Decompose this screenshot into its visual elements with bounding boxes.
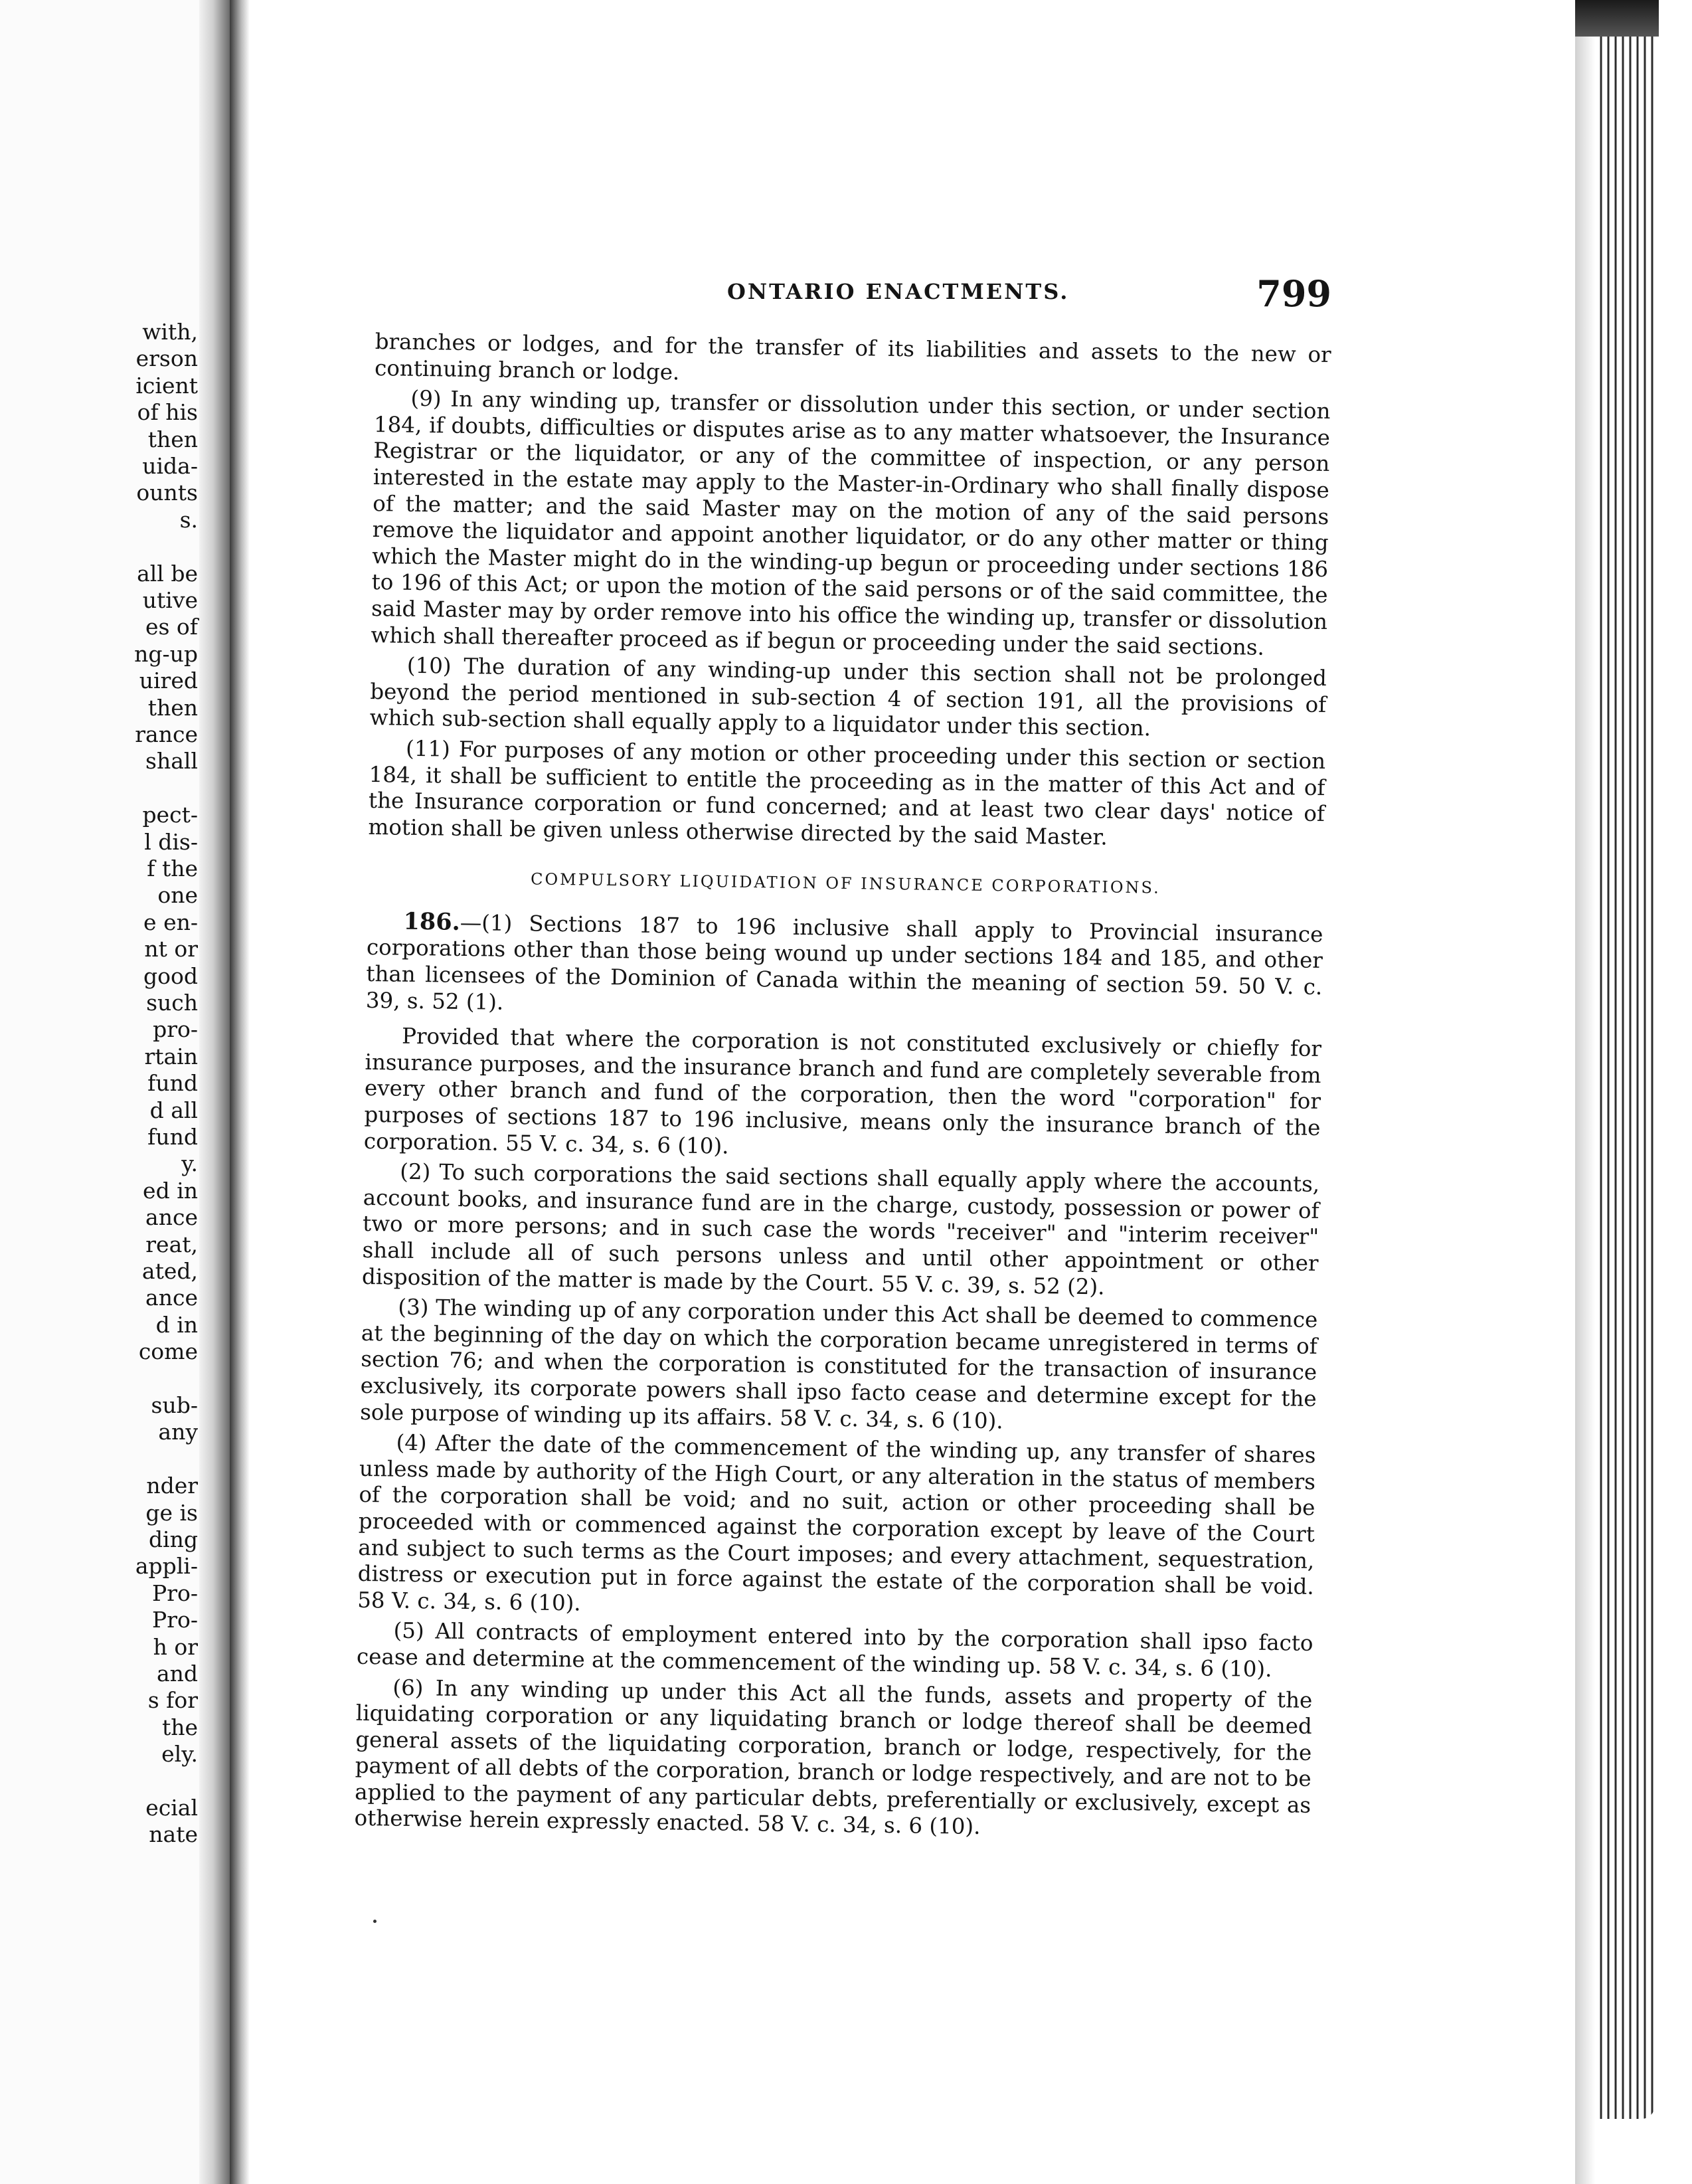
- page-edge-shadow: [1575, 0, 1595, 2184]
- left-page-fragment: ng-up: [134, 640, 198, 667]
- left-page-fragment: ecial: [145, 1795, 198, 1821]
- section-186-number: 186.: [403, 907, 461, 936]
- left-page-fragment: l dis-: [144, 828, 198, 855]
- left-page-fragment: any: [158, 1419, 198, 1445]
- paragraph-subsection-11: (11) For purposes of any motion or other proceeding under this section or section 184, it shall be sufficient to entitle the proceeding as in the matter of this Act and of the Insurance corporation or fund concerned; and at least two clear days' notice of motion shall be given unless otherwise directed by the said Master.: [368, 735, 1326, 850]
- left-page-fragment: shall: [145, 748, 198, 774]
- left-page-fragment: uida-: [142, 453, 198, 479]
- left-page-fragment: ounts: [136, 480, 198, 506]
- page-body: [354, 329, 1331, 1845]
- page-stack-edge: [1575, 0, 1692, 2184]
- stray-ink-dot: [373, 1920, 377, 1923]
- left-page-fragment: Pro-: [152, 1607, 198, 1633]
- section-186-subsection-4: (4) After the date of the commencement of the winding up, any transfer of shares unless made by authority of the High Court, or any alteration in the status of members of the corporation shall be void; and no suit, action or other proceeding shall be proceeded with or commenced against the corporation except by leave of the Court and subject to such terms as the Court imposes; and every attachment, sequestration, distress or execution put in force against the estate of the corporation shall be void. 58 V. c. 34, s. 6 (10).: [357, 1429, 1316, 1616]
- left-page-fragment: nt or: [144, 936, 198, 962]
- left-page-fragment: fund: [147, 1070, 198, 1097]
- left-page-fragment: ed in: [143, 1177, 198, 1204]
- paragraph-continuation: branches or lodges, and for the transfer of its liabilities and assets to the new or continuing branch or lodge.: [374, 329, 1331, 385]
- left-page-fragment: one: [157, 882, 198, 909]
- left-page-fragment: uired: [139, 668, 198, 694]
- left-page-fragment: the: [161, 1714, 198, 1740]
- running-head-title: ONTARIO ENACTMENTS.: [727, 279, 1070, 304]
- paragraph-subsection-10: (10) The duration of any winding-up under this section shall not be prolonged beyond the period mentioned in sub-section 4 of section 191, all the provisions of which sub-section shall equally apply to a liquidator under this section.: [369, 652, 1327, 741]
- left-page-fragment: such: [146, 990, 198, 1016]
- left-page-fragment: sub-: [151, 1392, 198, 1418]
- left-page-fragment: ding: [148, 1526, 198, 1552]
- section-186-subsection-6: (6) In any winding up under this Act all the funds, assets and property of the liquidating corporation or any liquidating branch or lodge thereof shall be deemed general assets of the liquidating corporation, branch or lodge, respectively, for the payment of all debts of the corporation, branch or lodge respectively, and are not to be applied to the payment of any particular debts, preferentially or exclusively, except as otherwise herein expressly enacted. 58 V. c. 34, s. 6 (10).: [354, 1675, 1313, 1840]
- page-number: 799: [1256, 272, 1331, 315]
- left-page-fragment: h or: [153, 1633, 198, 1660]
- left-page-fragment: rtain: [144, 1043, 198, 1069]
- left-page-fragment: ely.: [161, 1741, 198, 1768]
- left-page-fragment: Pro-: [152, 1580, 198, 1606]
- section-186-subsection-2: (2) To such corporations the said sections shall equally apply where the accounts, account books, and insurance fund are in the charge, custody, possession or power of two or more persons; and in such case the words "receiver" and "interim receiver" shall include all of such persons unless and until other appointment or other disposition of the matter is made by the Court. 55 V. c. 39, s. 52 (2).: [361, 1158, 1320, 1300]
- left-page-fragment: then: [147, 426, 198, 452]
- left-page-fragment: nate: [149, 1821, 198, 1848]
- left-page-fragment: good: [143, 962, 198, 989]
- paragraph-subsection-9: (9) In any winding up, transfer or dissolution under this section, or under section 184, if doubts, difficulties or disputes arise as to any matter whatsoever, the Insurance Registrar or the liquidator, or any of the committee of inspection, or any person interested in the estate may apply to the Master-in-Ordinary who shall finally dispose of the matter; and the said Master may on the motion of any of the said persons remove the liquidator and appoint another liquidator, or do any other matter or thing which the Master might do in the winding-up begun or proceeding under sections 186 to 196 of this Act; or upon the motion of the said persons or of the said committee, the said Master may by order remove into his office the winding up, transfer or dissolution which shall thereafter proceed as if begun or proceeding under the said sections.: [371, 385, 1331, 660]
- section-heading: COMPULSORY LIQUIDATION OF INSURANCE CORPORATIONS.: [530, 869, 1161, 897]
- left-page-fragment: e en-: [143, 909, 198, 935]
- left-page-fragment: y.: [181, 1150, 198, 1177]
- left-page-fragment: ance: [145, 1204, 198, 1231]
- left-page-fragment: nder: [146, 1473, 198, 1499]
- left-page-fragment: then: [147, 694, 198, 721]
- page-stack-lines: [1595, 13, 1655, 2119]
- section-186-subsection-5: (5) All contracts of employment entered into by the corporation shall ipso facto cease and determine at the commencement of the winding up. 58 V. c. 34, s. 6 (10).: [356, 1617, 1313, 1682]
- left-page-fragment: es of: [145, 614, 198, 640]
- section-186-subsection-3: (3) The winding up of any corporation under this Act shall be deemed to commence at the beginning of the day on which the corporation became unregistered in terms of section 76; and when the corporation is constituted for the transaction of insurance exclusively, its corporate powers shall ipso facto cease and determine except for the sole purpose of winding up its affairs. 58 V. c. 34, s. 6 (10).: [359, 1294, 1318, 1433]
- left-page-fragment: ge is: [145, 1499, 198, 1526]
- paragraph-proviso: Provided that where the corporation is not constituted exclusively or chiefly for insurance purposes, and the insurance branch and fund are completely severable from every other branch and fund of the corporation, then the word "corporation" for purposes of sections 187 to 196 inclusive, means only the insurance branch of the corporation. 55 V. c. 34, s. 6 (10).: [363, 1023, 1322, 1159]
- left-page-fragment: utive: [142, 587, 198, 613]
- left-page-fragment: of his: [137, 399, 198, 426]
- left-page-fragment: icient: [135, 372, 198, 399]
- left-page-fragment: all be: [137, 560, 198, 587]
- left-page-fragment: ated,: [141, 1258, 198, 1284]
- left-adjacent-page: [0, 0, 219, 2184]
- section-186-1-text: —(1) Sections 187 to 196 inclusive shall apply to Provincial insurance corporations other than those being wound up under sections 184 and 185, and other than licensees of the Dominion of Canada within the meaning of section 59. 50 V. c. 39, s. 52 (1).: [365, 909, 1323, 1015]
- left-page-fragment: s for: [147, 1687, 198, 1714]
- left-page-fragment: pect-: [142, 802, 198, 828]
- left-page-fragment: and: [156, 1661, 198, 1686]
- left-page-fragment: reat,: [145, 1231, 198, 1257]
- section-186-subsection-1: [366, 908, 1323, 1027]
- left-page-edge-shadow: [199, 0, 230, 2184]
- left-page-fragment: fund: [147, 1124, 198, 1150]
- left-page-fragment: f the: [147, 856, 198, 881]
- left-page-fragment: pro-: [153, 1016, 198, 1043]
- left-page-fragment: ance: [145, 1285, 198, 1311]
- left-page-fragment: come: [138, 1338, 198, 1365]
- left-page-fragment: d in: [155, 1311, 198, 1338]
- left-page-fragment: with,: [142, 319, 198, 345]
- left-page-fragment: erson: [135, 345, 198, 372]
- page-stack-corner: [1575, 0, 1659, 37]
- left-page-fragment: rance: [135, 721, 198, 747]
- left-page-fragment: appli-: [135, 1553, 198, 1580]
- running-head: [369, 272, 1331, 325]
- left-page-fragment: s.: [179, 506, 198, 533]
- binding-gutter: [230, 0, 250, 2184]
- left-page-fragment: d all: [149, 1097, 198, 1123]
